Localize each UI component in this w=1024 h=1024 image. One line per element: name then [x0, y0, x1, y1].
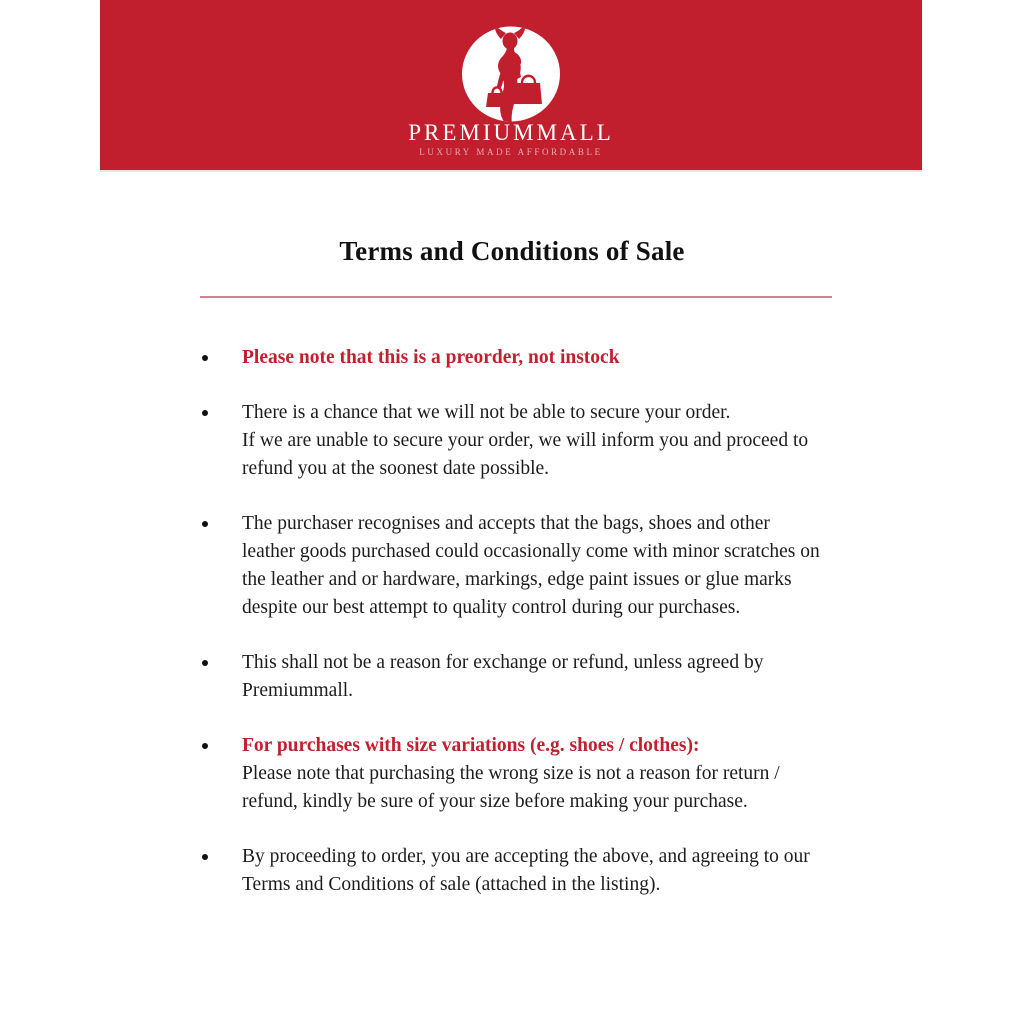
- bullet-dot: [202, 521, 208, 527]
- brand-tagline: LUXURY MADE AFFORDABLE: [419, 147, 603, 157]
- term-item: [200, 649, 890, 705]
- term-line-emphasis: Please note that this is a preorder, not instock: [242, 347, 620, 368]
- bullet-dot: [202, 355, 208, 361]
- term-item: [200, 843, 890, 899]
- term-line: If we are unable to secure your order, we will inform you and proceed to: [242, 430, 809, 451]
- bullet-dot: [202, 743, 208, 749]
- brand-banner: [100, 0, 922, 172]
- terms-list: [200, 344, 890, 926]
- bullet-dot: [202, 660, 208, 666]
- term-line: There is a chance that we will not be able to secure your order.: [242, 402, 731, 423]
- term-item: [200, 510, 890, 622]
- term-line: By proceeding to order, you are accepting the above, and agreeing to our: [242, 846, 810, 867]
- title-divider: [200, 296, 832, 298]
- term-line: Please note that purchasing the wrong size is not a reason for return /: [242, 763, 780, 784]
- term-line: despite our best attempt to quality control during our purchases.: [242, 597, 741, 618]
- term-line-emphasis: For purchases with size variations (e.g. shoes / clothes):: [242, 735, 700, 756]
- term-line: This shall not be a reason for exchange or refund, unless agreed by: [242, 652, 764, 673]
- term-line: refund you at the soonest date possible.: [242, 458, 550, 479]
- term-line: refund, kindly be sure of your size before making your purchase.: [242, 791, 748, 812]
- bullet-dot: [202, 410, 208, 416]
- term-item: [200, 732, 890, 816]
- term-line: Terms and Conditions of sale (attached in the listing).: [242, 874, 661, 895]
- page-title: Terms and Conditions of Sale: [339, 236, 685, 266]
- term-line: the leather and or hardware, markings, edge paint issues or glue marks: [242, 569, 792, 590]
- term-item: [200, 399, 890, 483]
- bullet-dot: [202, 854, 208, 860]
- woman-shopper-icon: [460, 26, 562, 126]
- brand-name: PREMIUMMALL: [408, 120, 614, 145]
- term-line: leather goods purchased could occasionally come with minor scratches on: [242, 541, 820, 562]
- brand-logo: [460, 26, 562, 126]
- term-line: Premiummall.: [242, 680, 354, 701]
- term-item: [200, 344, 890, 372]
- term-line: The purchaser recognises and accepts that the bags, shoes and other: [242, 513, 770, 534]
